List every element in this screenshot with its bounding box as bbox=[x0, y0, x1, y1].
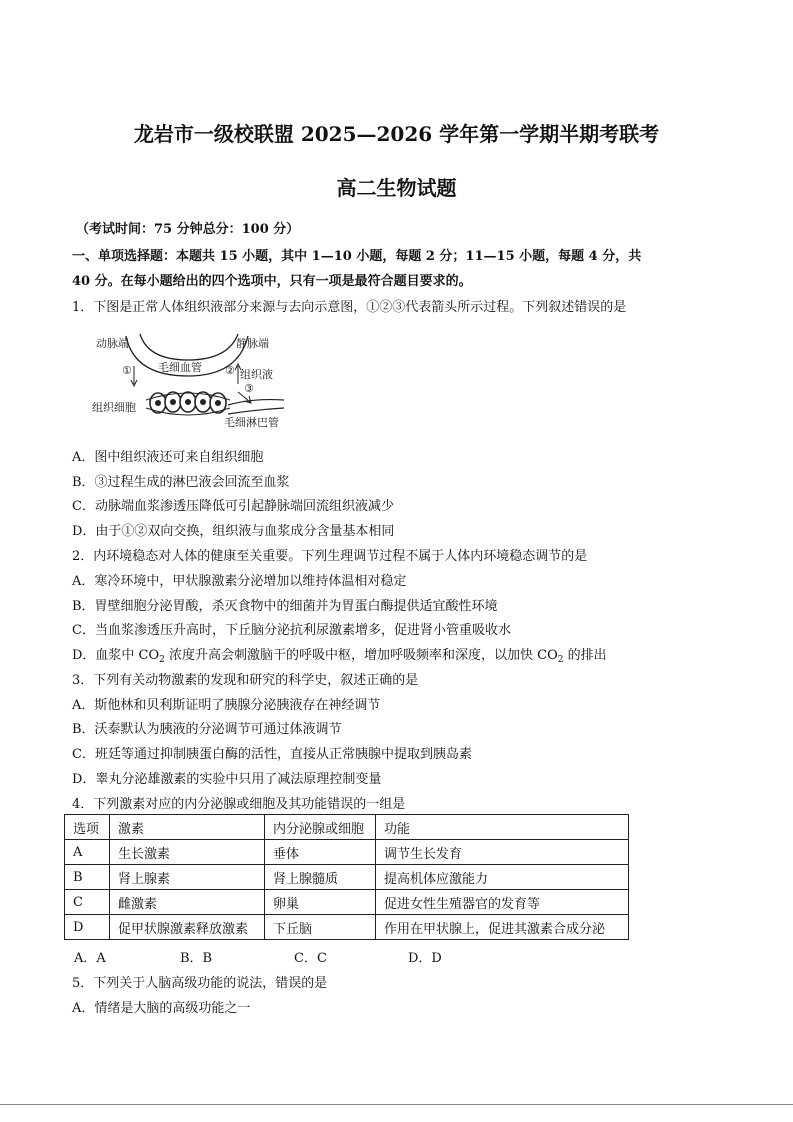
label-tissue-cell: 组织细胞 bbox=[92, 401, 136, 414]
table-header-row bbox=[65, 815, 629, 840]
q4-table bbox=[64, 814, 629, 940]
q2-option-b: B．胃壁细胞分泌胃酸，杀灭食物中的细菌并为胃蛋白酶提供适宜酸性环境 bbox=[72, 599, 498, 614]
page-bottom-rule bbox=[0, 1104, 793, 1105]
header-function: 功能 bbox=[376, 815, 629, 840]
lymph-capillary-upper bbox=[228, 400, 284, 405]
table-cell: 作用在甲状腺上，促进其激素合成分泌 bbox=[376, 915, 629, 940]
table-cell: 促甲状腺激素释放激素 bbox=[110, 915, 265, 940]
label-venous-end: 静脉端 bbox=[236, 337, 269, 350]
q3-option-d: D．睾丸分泌雄激素的实验中只用了减法原理控制变量 bbox=[72, 772, 382, 787]
q1-option-d: D．由于①②双向交换，组织液与血浆成分含量基本相同 bbox=[72, 524, 395, 539]
mark-2: ② bbox=[225, 364, 235, 377]
table-cell: 垂体 bbox=[265, 840, 376, 865]
exam-info: （考试时间：75 分钟总分：100 分） bbox=[76, 222, 300, 237]
q2-option-a: A．寒冷环境中，甲状腺激素分泌增加以维持体温相对稳定 bbox=[72, 574, 407, 589]
exam-title: 龙岩市一级校联盟 2025—2026 学年第一学期半期考联考 bbox=[133, 122, 660, 146]
table-cell: 提高机体应激能力 bbox=[376, 865, 629, 890]
mark-3: ③ bbox=[244, 382, 254, 395]
table-cell: A bbox=[65, 840, 110, 865]
table-cell: 肾上腺素 bbox=[110, 865, 265, 890]
q3-option-c: C．班廷等通过抑制胰蛋白酶的活性，直接从正常胰腺中提取到胰岛素 bbox=[72, 747, 472, 762]
q4-option-c: C．C bbox=[294, 951, 327, 966]
q2-option-c: C．当血浆渗透压升高时，下丘脑分泌抗利尿激素增多，促进肾小管重吸收水 bbox=[72, 623, 511, 638]
q3-option-a: A．斯他林和贝利斯证明了胰腺分泌胰液存在神经调节 bbox=[72, 698, 381, 713]
section1-line2: 40 分。在每小题给出的四个选项中，只有一项是最符合题目要求的。 bbox=[72, 274, 472, 289]
q1-option-a: A．图中组织液还可来自组织细胞 bbox=[72, 450, 264, 465]
q1-stem: 1．下图是正常人体组织液部分来源与去向示意图，①②③代表箭头所示过程。下列叙述错误的是 bbox=[72, 300, 627, 315]
label-arterial-end: 动脉端 bbox=[96, 337, 129, 350]
table-row bbox=[65, 840, 629, 865]
table-cell: D bbox=[65, 915, 110, 940]
capillary-wall-outer bbox=[140, 334, 238, 360]
mark-1: ① bbox=[122, 364, 132, 377]
table-cell: C bbox=[65, 890, 110, 915]
section1-line1: 一、单项选择题：本题共 15 小题，其中 1—10 小题，每题 2 分；11—15 小题，每题 4 分，共 bbox=[72, 249, 642, 264]
table-row bbox=[65, 890, 629, 915]
label-lymph-capillary: 毛细淋巴管 bbox=[224, 416, 279, 429]
q5-stem: 5．下列关于人脑高级功能的说法，错误的是 bbox=[72, 976, 328, 991]
table-row bbox=[65, 865, 629, 890]
q3-stem: 3．下列有关动物激素的发现和研究的科学史，叙述正确的是 bbox=[72, 673, 419, 688]
q2-stem: 2．内环境稳态对人体的健康至关重要。下列生理调节过程不属于人体内环境稳态调节的是 bbox=[72, 549, 588, 564]
q4-stem: 4．下列激素对应的内分泌腺或细胞及其功能错误的一组是 bbox=[72, 797, 406, 812]
table-row bbox=[65, 915, 629, 940]
table-cell: 生长激素 bbox=[110, 840, 265, 865]
exam-subtitle: 高二生物试题 bbox=[336, 176, 457, 200]
table-cell: 雌激素 bbox=[110, 890, 265, 915]
q1-option-c: C．动脉端血浆渗透压降低可引起静脉端回流组织液减少 bbox=[72, 499, 394, 514]
table-cell: B bbox=[65, 865, 110, 890]
table-cell: 调节生长发育 bbox=[376, 840, 629, 865]
table-cell: 卵巢 bbox=[265, 890, 376, 915]
table-cell: 促进女性生殖器官的发育等 bbox=[376, 890, 629, 915]
label-tissue-fluid: 组织液 bbox=[240, 368, 273, 381]
q4-option-b: B．B bbox=[180, 951, 213, 966]
q4-option-d: D．D bbox=[408, 951, 442, 966]
header-hormone: 激素 bbox=[110, 815, 265, 840]
table-cell: 下丘脑 bbox=[265, 915, 376, 940]
tissue-fluid-diagram bbox=[88, 330, 288, 430]
lymph-capillary-lower bbox=[228, 408, 284, 414]
q3-option-b: B．沃泰默认为胰液的分泌调节可通过体液调节 bbox=[72, 722, 342, 737]
tissue-cells bbox=[146, 392, 230, 415]
table-cell: 肾上腺髓质 bbox=[265, 865, 376, 890]
q4-option-a: A．A bbox=[74, 951, 106, 966]
q5-option-a: A．情绪是大脑的高级功能之一 bbox=[72, 1001, 251, 1016]
header-option: 选项 bbox=[65, 815, 110, 840]
q1-option-b: B．③过程生成的淋巴液会回流至血浆 bbox=[72, 475, 290, 490]
q2-option-d: D．血浆中 $CO_2$ 浓度升高会刺激脑干的呼吸中枢，增加呼吸频率和深度，以加快 $CO_2$ 的排出 bbox=[72, 648, 607, 665]
label-capillary: 毛细血管 bbox=[158, 361, 202, 374]
header-gland: 内分泌腺或细胞 bbox=[265, 815, 376, 840]
